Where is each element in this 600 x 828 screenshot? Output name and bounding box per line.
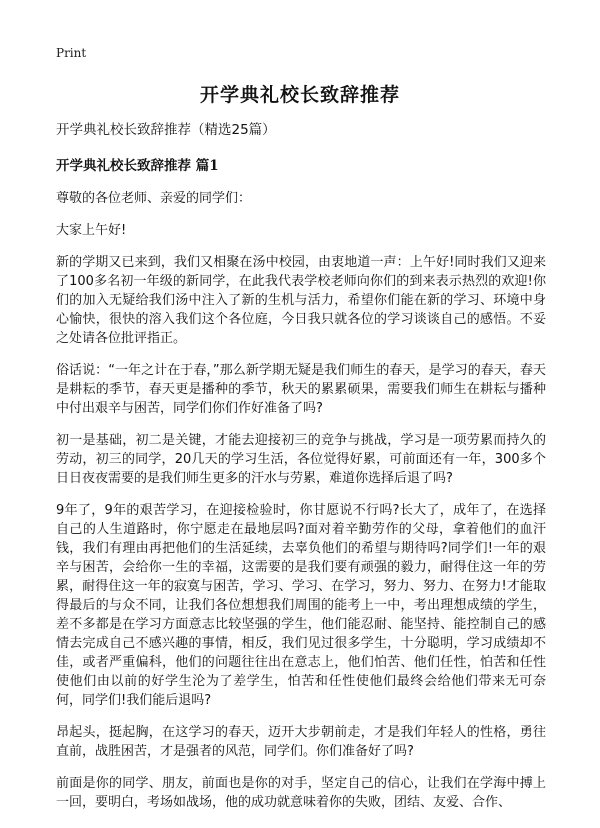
section-heading: 开学典礼校长致辞推荐 篇1 [56,158,219,174]
print-link[interactable]: Print [56,46,87,60]
document-title: 开学典礼校长致辞推荐 [199,84,400,106]
paragraph: 9年了，9年的艰苦学习，在迎接检验时，你甘愿说不行吗?长大了，成年了，在选择自己的人生道路时，你宁愿走在最地层吗?面对着辛勤劳作的父母，拿着他们的血汗钱，我们有理由再把他们的生活延续，去辜负他们的希望与期待吗?同学们!一年的艰辛与困苦，会给你一生的幸福，这需要的是我们要有顽强的毅力，耐得住这一年的劳累，耐得住这一年的寂寞与困苦，学习、学习、在学习，努力、努力、在努力!才能取得最后的与众不同，让我们各位想想我们周围的能考上一中，考出理想成绩的学生，差不多都是在学习方面意志比较坚强的学生，他们能忍耐、能坚持、能控制自己的感情去完成自己不感兴趣的事情，相反，我们见过很多学生，十分聪明，学习成绩却不佳，或者严重偏科，他们的问题往往出在意志上，他们怕苦、他们任性，怕苦和任性使他们由以前的好学生沦为了差学生，怕苦和任性使他们最终会给他们带来无可奈何，同学们!我们能后退吗? [56,503,546,708]
paragraph: 初一是基础，初二是关键，才能去迎接初三的竞争与挑战，学习是一项劳累而持久的劳动，初三的同学，20几天的学习生活，各位觉得好累，可前面还有一年，300多个日日夜夜需要的是我们师生更多的汗水与劳累，难道你选择后退了吗? [56,433,546,486]
paragraph: 前面是你的同学、朋友，前面也是你的对手，坚定自己的信心，让我们在学海中搏上一回，要明白，考场如战场，他的成功就意味着你的失败，团结、友爱、合作、 [56,776,546,810]
document-subtitle: 开学典礼校长致辞推荐（精选25篇） [56,122,276,138]
paragraph: 俗话说：“一年之计在于春，”那么新学期无疑是我们师生的春天，是学习的春天，春天是耕耘的季节，春天更是播种的季节，秋天的累累硕果，需要我们师生在耕耘与播种中付出艰辛与困苦，同学们你们作好准备了吗? [56,363,546,416]
paragraph-greeting: 大家上午好! [56,223,127,238]
paragraph-salutation: 尊敬的各位老师、亲爱的同学们： [56,191,252,206]
document-body [56,120,546,825]
paragraph: 新的学期又已来到，我们又相聚在汤中校园，由衷地道一声：上午好!同时我们又迎来了100多名初一年级的新同学，在此我代表学校老师向你们的到来表示热烈的欢迎!你们的加入无疑给我们汤中注入了新的生机与活力，希望你们能在新的学习、环境中身心愉快，很快的溶入我们这个各位庭，今日我只就各位的学习谈谈自己的感悟。不妥之处请各位批评指正。 [56,255,546,346]
paragraph: 昂起头，挺起胸，在这学习的春天，迈开大步朝前走，才是我们年轻人的性格，勇往直前，战胜困苦，才是强者的风范，同学们。你们准备好了吗? [56,725,546,759]
